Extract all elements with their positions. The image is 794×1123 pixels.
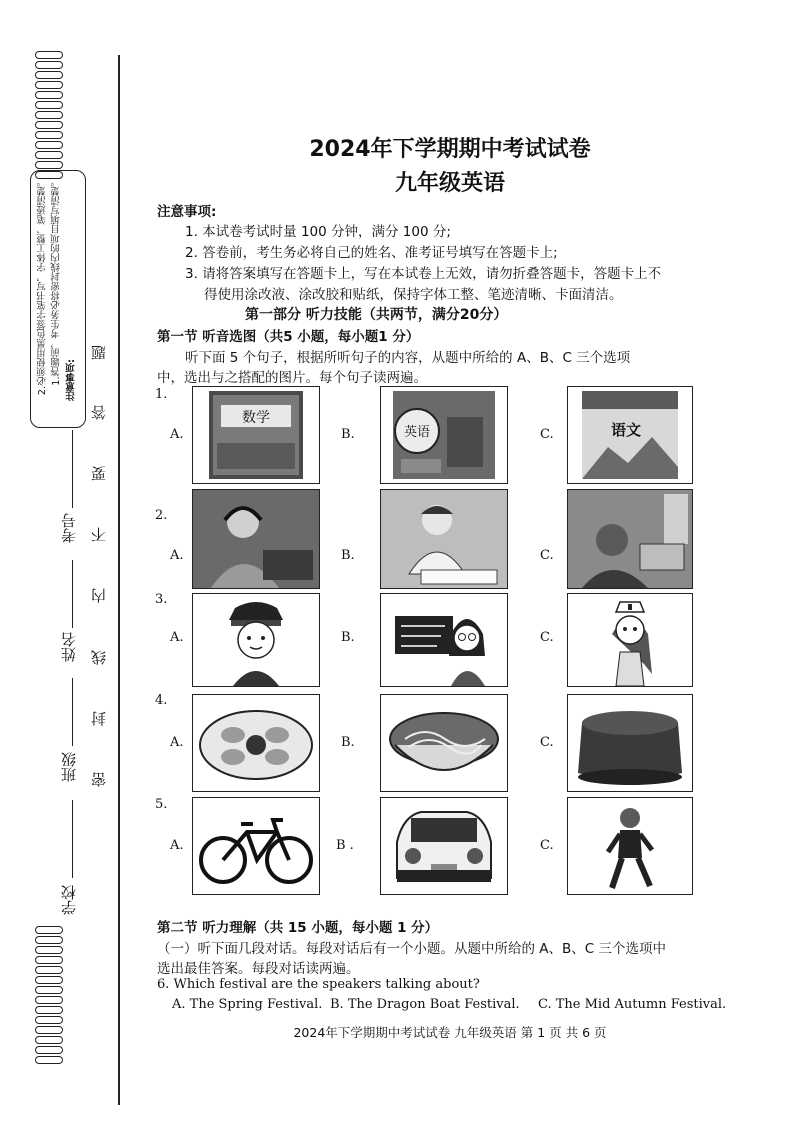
- seal-char-yao: 要: [90, 466, 108, 481]
- binding-notice-title: 注意事项:: [66, 359, 77, 401]
- seal-char-xian: 线: [90, 650, 108, 665]
- instruction-item-3: 3. 请将答案填写在答题卡上，写在本试卷上无效，请勿折叠答题卡，答题卡上不: [185, 266, 662, 282]
- math-textbook-icon: [193, 387, 319, 483]
- q6-choice-c: C. The Mid Autumn Festival.: [538, 997, 727, 1012]
- question-6-text: 6. Which festival are the speakers talking about?: [157, 977, 480, 992]
- instruction-item-3-cont: 得使用涂改液、涂改胶和贴纸，保持字体工整、笔迹清晰、卡面清洁。: [204, 287, 623, 303]
- binding-ovals-top: [34, 50, 64, 180]
- woman-with-headphones-icon: [193, 490, 319, 588]
- q1-a-caption: 数学: [242, 410, 270, 426]
- q4-option-c-image[interactable]: [567, 694, 693, 792]
- q1-option-a-image[interactable]: [192, 386, 320, 484]
- section2-desc-line2: 选出最佳答案。每段对话读两遍。: [157, 961, 360, 977]
- q1-option-c-image[interactable]: [567, 386, 693, 484]
- dumplings-icon: [193, 695, 319, 791]
- teacher-icon: [381, 594, 507, 686]
- instructions-label: 注意事项:: [157, 204, 217, 220]
- boy-reading-icon: [381, 490, 507, 588]
- section1-desc-line2: 中，选出与之搭配的图片。每个句子读两遍。: [157, 370, 427, 386]
- q1-c-caption: 语文: [610, 421, 642, 439]
- section2-desc-line1: （一）听下面几段对话。每段对话后有一个小题。从题中所给的 A、B、C 三个选项中: [157, 941, 667, 957]
- bicycle-icon: [193, 798, 319, 894]
- field-label-class: 班级: [60, 752, 78, 782]
- exam-title: 2024年下学期期中考试试卷: [309, 137, 591, 162]
- q2-option-c-image[interactable]: [567, 489, 693, 589]
- english-textbook-icon: [381, 387, 507, 483]
- section2-heading: 第二节 听力理解（共 15 小题，每小题 1 分）: [157, 920, 439, 936]
- question-number-3: 3.: [155, 592, 168, 607]
- q5-option-a-letter: A.: [170, 838, 184, 853]
- q3-option-a-image[interactable]: [192, 593, 320, 687]
- noodles-icon: [381, 695, 507, 791]
- page-footer: 2024年下学期期中考试试卷 九年级英语 第 1 页 共 6 页: [293, 1025, 607, 1040]
- q1-b-caption: 英语: [403, 425, 431, 440]
- q5-option-b-image[interactable]: [380, 797, 508, 895]
- seal-char-feng: 封: [90, 711, 108, 726]
- field-line-name[interactable]: [72, 560, 73, 628]
- q3-option-a-letter: A.: [170, 630, 184, 645]
- seal-char-ti: 题: [90, 345, 108, 360]
- q1-option-a-letter: A.: [170, 427, 184, 442]
- q5-option-b-letter: B .: [336, 838, 354, 853]
- binding-notice-line2: 2.必须使用黑色签字笔书写，字体工整、笔迹清楚。: [37, 177, 48, 396]
- seal-char-bu: 不: [90, 527, 108, 542]
- field-label-school: 学校: [60, 885, 78, 915]
- field-line-exam-number[interactable]: [72, 430, 73, 508]
- q4-option-a-image[interactable]: [192, 694, 320, 792]
- q1-option-c-letter: C.: [540, 427, 554, 442]
- instruction-item-2: 2. 答卷前，考生务必将自己的姓名、准考证号填写在答题卡上;: [185, 245, 558, 261]
- q3-option-b-image[interactable]: [380, 593, 508, 687]
- field-line-school[interactable]: [72, 800, 73, 878]
- field-line-class[interactable]: [72, 678, 73, 746]
- exam-subtitle: 九年级英语: [394, 171, 505, 196]
- section1-desc-line1: 听下面 5 个句子，根据所听句子的内容，从题中所给的 A、B、C 三个选项: [185, 350, 631, 366]
- q2-option-a-image[interactable]: [192, 489, 320, 589]
- q2-option-b-image[interactable]: [380, 489, 508, 589]
- field-label-exam-number: 考号: [60, 513, 78, 543]
- q4-option-b-letter: B.: [341, 735, 355, 750]
- police-officer-icon: [193, 594, 319, 686]
- q3-option-b-letter: B.: [341, 630, 355, 645]
- nurse-icon: [568, 594, 692, 686]
- section1-heading: 第一节 听音选图（共5 小题，每小题1 分）: [157, 329, 420, 345]
- q5-option-c-image[interactable]: [567, 797, 693, 895]
- q5-option-c-letter: C.: [540, 838, 554, 853]
- seal-char-da: 答: [90, 405, 108, 420]
- binding-notice-box: [30, 170, 86, 428]
- q2-option-a-letter: A.: [170, 548, 184, 563]
- chinese-textbook-icon: [568, 387, 692, 483]
- q6-choice-a: A. The Spring Festival.: [172, 997, 323, 1012]
- binding-ovals-bottom: [34, 925, 64, 1065]
- seal-char-nei: 内: [90, 588, 108, 603]
- q4-option-a-letter: A.: [170, 735, 184, 750]
- q1-option-b-letter: B.: [341, 427, 355, 442]
- q1-option-b-image[interactable]: [380, 386, 508, 484]
- instruction-item-1: 1. 本试卷考试时量 100 分钟，满分 100 分;: [185, 224, 451, 240]
- q2-option-b-letter: B.: [341, 548, 355, 563]
- q3-option-c-letter: C.: [540, 630, 554, 645]
- mooncake-icon: [568, 695, 692, 791]
- binding-line: [118, 55, 120, 1105]
- question-number-1: 1.: [155, 387, 168, 402]
- car-icon: [381, 798, 507, 894]
- q5-option-a-image[interactable]: [192, 797, 320, 895]
- question-number-4: 4.: [155, 693, 168, 708]
- question-number-5: 5.: [155, 797, 168, 812]
- question-number-2: 2.: [155, 508, 168, 523]
- q4-option-c-letter: C.: [540, 735, 554, 750]
- walking-man-icon: [568, 798, 692, 894]
- seal-char-mi: 密: [90, 772, 108, 787]
- q4-option-b-image[interactable]: [380, 694, 508, 792]
- field-label-name: 姓名: [60, 632, 78, 662]
- part1-heading: 第一部分 听力技能（共两节，满分20分）: [245, 307, 508, 323]
- binding-notice-line1: 1.答题前，考生务必将密封线内的项目填写清楚。: [51, 177, 62, 386]
- tired-student-icon: [568, 490, 692, 588]
- q2-option-c-letter: C.: [540, 548, 554, 563]
- q6-choice-b: B. The Dragon Boat Festival.: [330, 997, 520, 1012]
- q3-option-c-image[interactable]: [567, 593, 693, 687]
